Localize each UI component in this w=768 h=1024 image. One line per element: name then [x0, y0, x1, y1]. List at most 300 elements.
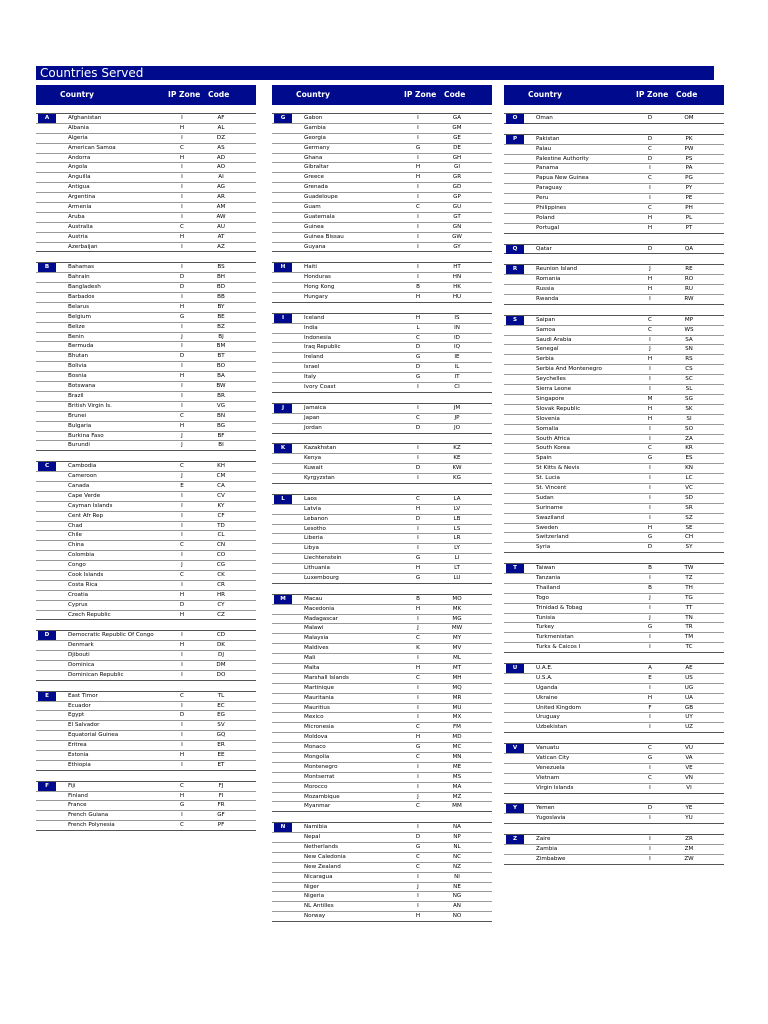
table-row	[36, 341, 256, 351]
table-row	[504, 144, 724, 154]
table-row	[504, 404, 724, 414]
country-code: AF	[217, 115, 225, 121]
table-row	[504, 344, 724, 354]
ip-zone: C	[648, 205, 652, 212]
ip-zone: I	[181, 732, 183, 739]
table-row	[504, 424, 724, 434]
table-row	[504, 663, 724, 673]
country-name: Portugal	[536, 224, 560, 231]
country-code: NG	[452, 893, 462, 900]
country-code: CZ	[217, 611, 225, 618]
ip-zone: I	[649, 684, 651, 691]
country-code: MU	[452, 704, 462, 711]
table-row	[504, 642, 724, 652]
country-name: Mexico	[304, 714, 324, 721]
country-name: Serbia And Montenegro	[536, 366, 602, 373]
country-code: GB	[684, 704, 694, 711]
country-code: DE	[453, 144, 461, 151]
table-row	[36, 242, 256, 252]
country-name: Congo	[68, 562, 86, 569]
ip-zone: J	[649, 594, 651, 601]
country-name: Fiji	[68, 782, 76, 789]
country-name: Guam	[304, 204, 321, 211]
table-row	[272, 323, 492, 333]
ip-zone: I	[649, 836, 651, 843]
country-code: BT	[217, 353, 225, 360]
country-name: St. Vincent	[536, 484, 567, 491]
country-code: US	[685, 674, 693, 681]
country-name: Mali	[304, 655, 316, 662]
ip-zone: I	[649, 855, 651, 862]
country-code: MG	[452, 615, 462, 622]
table-row	[272, 703, 492, 713]
country-code: YU	[685, 815, 693, 822]
table-row	[272, 772, 492, 782]
table-row	[36, 361, 256, 371]
country-name: Moldova	[304, 734, 328, 741]
table-row	[272, 352, 492, 362]
country-code: GI	[454, 164, 460, 171]
country-name: Niger	[304, 883, 320, 890]
header-ip-zone: IP Zone	[404, 90, 437, 99]
ip-zone: H	[179, 792, 185, 799]
country-name: Cent Afr Rep	[68, 512, 104, 519]
country-code: YE	[685, 805, 693, 812]
country-code: MO	[452, 595, 462, 602]
table-row	[504, 414, 724, 424]
letter-badge: B	[38, 263, 56, 273]
letter-group	[504, 113, 724, 124]
country-name: Egypt	[68, 712, 85, 719]
table-row	[36, 123, 256, 133]
country-code: DO	[216, 671, 226, 678]
ip-zone: J	[417, 793, 419, 800]
table-row	[504, 443, 724, 453]
header-country: Country	[528, 90, 562, 99]
country-code: AR	[217, 194, 225, 201]
country-code: MV	[452, 645, 462, 652]
table-row	[504, 783, 724, 793]
country-name: Costa Rica	[68, 581, 98, 588]
table-row	[504, 712, 724, 722]
country-name: Burkina Faso	[68, 432, 104, 439]
country-code: WS	[684, 326, 694, 333]
country-name: Democratic Republic Of Congo	[68, 632, 154, 639]
country-code: NZ	[452, 863, 462, 870]
country-name: Palau	[536, 145, 552, 152]
country-code: FJ	[218, 782, 224, 789]
country-code: ID	[454, 334, 460, 341]
table-row	[36, 143, 256, 153]
ip-zone: D	[647, 155, 653, 162]
table-row	[504, 335, 724, 345]
ip-zone: H	[415, 294, 421, 301]
country-code: TG	[685, 594, 693, 601]
country-name: East Timor	[68, 692, 98, 699]
ip-zone: C	[648, 326, 652, 333]
ip-zone: K	[416, 645, 420, 652]
table-row	[272, 533, 492, 543]
country-name: Vatican City	[536, 755, 570, 761]
ip-zone: I	[417, 264, 419, 271]
ip-zone: D	[179, 353, 185, 360]
country-name: Kyrgyzstan	[304, 475, 335, 482]
country-name: Albania	[68, 124, 89, 131]
table-row	[504, 542, 724, 552]
country-name: Saudi Arabia	[536, 336, 572, 343]
ip-zone: H	[647, 276, 653, 283]
country-code: TD	[217, 522, 225, 529]
table-row	[272, 494, 492, 504]
table-row	[504, 563, 724, 573]
table-row	[272, 614, 492, 624]
ip-zone: I	[649, 465, 651, 472]
ip-zone: C	[416, 674, 420, 681]
ip-zone: H	[415, 174, 421, 181]
ip-zone: H	[647, 214, 653, 221]
table-row	[504, 213, 724, 223]
ip-zone: I	[181, 392, 183, 399]
table-row	[36, 530, 256, 540]
country-name: Croatia	[68, 591, 89, 598]
ip-zone: H	[647, 224, 653, 231]
country-code: KZ	[453, 445, 461, 452]
country-name: Reunion Island	[536, 266, 578, 273]
ip-zone: I	[417, 404, 419, 411]
country-code: BB	[217, 294, 225, 301]
ip-zone: I	[417, 384, 419, 391]
ip-zone: H	[179, 124, 185, 131]
country-name: Uzbekistan	[536, 724, 567, 731]
country-name: Spain	[536, 455, 552, 462]
ip-zone: I	[181, 492, 183, 499]
table-row	[272, 382, 492, 392]
table-row	[272, 292, 492, 302]
country-code: SK	[685, 405, 693, 412]
country-name: St. Lucia	[536, 475, 560, 482]
country-name: Slovenia	[536, 415, 560, 422]
ip-zone: J	[181, 473, 183, 480]
country-code: JO	[453, 424, 461, 431]
country-code: HR	[216, 591, 226, 598]
ip-zone: G	[415, 354, 421, 361]
country-code: NL	[453, 844, 461, 851]
country-name: Montenegro	[304, 763, 338, 770]
country-code: ZW	[684, 855, 694, 862]
table-row	[504, 603, 724, 613]
ip-zone: H	[179, 154, 185, 161]
ip-zone: I	[417, 194, 419, 201]
country-code: HK	[453, 284, 461, 291]
country-code: GT	[453, 213, 461, 220]
table-row	[36, 691, 256, 701]
country-code: TW	[684, 565, 694, 572]
ip-zone: H	[179, 373, 185, 380]
country-name: Jamaica	[304, 404, 327, 411]
ip-zone: I	[181, 204, 183, 211]
country-name: Austria	[68, 233, 88, 240]
ip-zone: I	[649, 714, 651, 721]
country-name: Malta	[304, 664, 320, 671]
country-code: IN	[454, 324, 460, 331]
country-code: EE	[217, 752, 225, 758]
letter-group	[272, 313, 492, 393]
country-name: Hungary	[304, 294, 328, 301]
country-code: ME	[452, 763, 462, 770]
country-code: MK	[452, 605, 462, 612]
country-code: TL	[217, 692, 225, 699]
country-code: BI	[218, 442, 224, 449]
ip-zone: C	[180, 692, 184, 699]
table-row	[36, 720, 256, 730]
country-code: TH	[685, 584, 693, 591]
ip-zone: D	[179, 274, 185, 281]
country-name: Estonia	[68, 752, 89, 758]
country-name: Paraguay	[536, 185, 563, 192]
country-name: Trinidad & Tobag	[536, 604, 583, 611]
ip-zone: B	[416, 284, 420, 291]
country-name: Haiti	[304, 264, 317, 271]
country-code: PW	[684, 145, 694, 152]
ip-zone: G	[415, 744, 421, 751]
ip-zone: G	[179, 313, 185, 320]
ip-zone: I	[417, 525, 419, 532]
table-row	[504, 613, 724, 623]
table-row	[272, 162, 492, 172]
country-code: LT	[454, 565, 460, 572]
table-row	[504, 163, 724, 173]
country-code: PF	[217, 822, 225, 829]
table-row	[36, 401, 256, 411]
table-row	[36, 701, 256, 711]
country-name: Lesotho	[304, 525, 326, 532]
table-row	[272, 242, 492, 252]
table-row	[504, 773, 724, 783]
country-code: AG	[216, 184, 226, 191]
country-code: BN	[216, 412, 226, 419]
ip-zone: C	[180, 542, 184, 549]
country-code: EC	[217, 702, 225, 709]
letter-group	[504, 134, 724, 234]
country-code: UA	[685, 694, 693, 701]
country-name: French Guiana	[68, 812, 109, 819]
ip-zone: I	[649, 386, 651, 393]
table-row	[36, 600, 256, 610]
country-name: Virgin Islands	[536, 784, 574, 791]
ip-zone: I	[181, 522, 183, 529]
table-row	[504, 264, 724, 274]
country-code: UG	[684, 684, 694, 691]
ip-zone: M	[647, 395, 653, 402]
country-name: Micronesia	[304, 724, 334, 731]
table-row	[504, 483, 724, 493]
country-code: NE	[453, 883, 461, 890]
country-name: Kenya	[304, 455, 322, 462]
country-name: Qatar	[536, 245, 552, 252]
country-code: SV	[217, 722, 225, 729]
country-code: SE	[685, 524, 693, 531]
ip-zone: J	[181, 562, 183, 569]
country-groups	[36, 113, 256, 831]
ip-zone: I	[181, 742, 183, 749]
ip-zone: C	[416, 754, 420, 760]
table-row	[36, 192, 256, 202]
table-row	[36, 440, 256, 450]
country-name: Cambodia	[68, 463, 97, 470]
table-row	[36, 282, 256, 292]
ip-zone: C	[180, 223, 184, 230]
table-row	[36, 262, 256, 272]
country-name: Bhutan	[68, 353, 89, 360]
country-name: Nicaragua	[304, 873, 333, 880]
ip-zone: I	[181, 702, 183, 709]
country-code: BM	[216, 343, 226, 350]
country-code: PL	[685, 214, 693, 221]
ip-zone: C	[416, 635, 420, 642]
ip-zone: I	[649, 764, 651, 771]
country-name: Sudan	[536, 494, 554, 501]
country-name: Zambia	[536, 846, 558, 853]
country-name: Kazakhstan	[304, 445, 337, 452]
letter-badge: U	[506, 664, 524, 674]
table-row	[272, 342, 492, 352]
table-row	[272, 172, 492, 182]
country-name: Dominican Republic	[68, 671, 124, 678]
ip-zone: H	[179, 591, 185, 598]
table-row	[272, 182, 492, 192]
country-code: IT	[454, 374, 460, 381]
table-row	[36, 153, 256, 163]
country-code: GF	[217, 812, 225, 819]
country-name: Morocco	[304, 783, 328, 790]
ip-zone: C	[180, 571, 184, 578]
table-row	[504, 284, 724, 294]
country-code: CD	[216, 632, 226, 639]
table-row	[272, 372, 492, 382]
country-code: AM	[216, 204, 226, 211]
ip-zone: C	[416, 334, 420, 341]
country-code: FR	[217, 802, 225, 809]
country-code: VI	[686, 784, 692, 791]
country-code: NI	[454, 873, 460, 880]
table-row	[272, 113, 492, 123]
country-code: IS	[454, 314, 460, 321]
table-row	[36, 312, 256, 322]
ip-zone: H	[415, 164, 421, 171]
table-row	[36, 202, 256, 212]
country-code: HN	[452, 274, 462, 281]
ip-zone: D	[415, 465, 421, 472]
country-name: Czech Republic	[68, 611, 111, 618]
ip-zone: C	[416, 204, 420, 211]
table-row	[36, 491, 256, 501]
letter-badge: Y	[506, 804, 524, 814]
country-groups	[504, 113, 724, 865]
country-name: American Samoa	[68, 144, 116, 151]
ip-zone: I	[181, 294, 183, 301]
country-code: AW	[216, 213, 226, 220]
country-name: Gabon	[304, 115, 323, 121]
table-row	[36, 212, 256, 222]
ip-zone: C	[180, 412, 184, 419]
country-name: Ireland	[304, 354, 324, 361]
ip-zone: C	[416, 414, 420, 421]
ip-zone: A	[648, 664, 652, 671]
ip-zone: I	[417, 115, 419, 121]
table-row	[272, 143, 492, 153]
country-code: CL	[217, 532, 225, 539]
ip-zone: H	[647, 415, 653, 422]
country-name: Palestine Authority	[536, 155, 589, 162]
table-row	[272, 362, 492, 372]
country-name: NL Antilles	[304, 903, 334, 910]
country-code: CS	[685, 366, 693, 373]
ip-zone: C	[416, 853, 420, 860]
letter-group	[36, 262, 256, 451]
table-row	[272, 553, 492, 563]
table-row	[36, 391, 256, 401]
ip-zone: I	[649, 724, 651, 731]
country-name: Slovak Republic	[536, 405, 581, 412]
ip-zone: I	[649, 425, 651, 432]
country-name: Luxembourg	[304, 574, 339, 581]
country-name: Japan	[304, 414, 320, 421]
country-groups	[272, 113, 492, 922]
country-name: Lebanon	[304, 515, 328, 522]
country-name: Namibia	[304, 824, 328, 831]
country-code: MY	[452, 635, 462, 642]
ip-zone: I	[417, 694, 419, 701]
country-code: GH	[452, 154, 462, 161]
country-name: Vietnam	[536, 774, 560, 781]
ip-zone: I	[417, 535, 419, 542]
ip-zone: I	[181, 243, 183, 250]
table-row	[36, 590, 256, 600]
letter-badge: C	[38, 462, 56, 472]
country-code: KE	[453, 455, 461, 462]
country-name: Belize	[68, 323, 85, 330]
table-row	[504, 813, 724, 823]
country-code: GN	[452, 223, 462, 230]
letter-group	[272, 594, 492, 813]
ip-zone: B	[648, 584, 652, 591]
country-name: Papua New Guinea	[536, 175, 589, 182]
table-row	[504, 434, 724, 444]
country-code: IQ	[453, 344, 461, 351]
ip-zone: I	[649, 336, 651, 343]
ip-zone: I	[417, 684, 419, 691]
country-name: Turkmenistan	[536, 634, 574, 641]
country-name: Antigua	[68, 184, 90, 191]
ip-zone: I	[649, 435, 651, 442]
country-code: CN	[216, 542, 226, 549]
country-code: MC	[452, 744, 462, 751]
table-row	[36, 800, 256, 810]
ip-zone: J	[181, 333, 183, 340]
country-code: JP	[454, 414, 460, 421]
country-code: DM	[216, 661, 226, 668]
letter-group	[36, 113, 256, 252]
ip-zone: I	[649, 644, 651, 651]
ip-zone: I	[417, 655, 419, 662]
table-row	[36, 740, 256, 750]
country-name: Suriname	[536, 504, 563, 511]
country-code: LV	[453, 505, 461, 512]
table-row	[272, 732, 492, 742]
country-code: BR	[217, 392, 225, 399]
letter-group	[504, 244, 724, 255]
table-row	[272, 222, 492, 232]
